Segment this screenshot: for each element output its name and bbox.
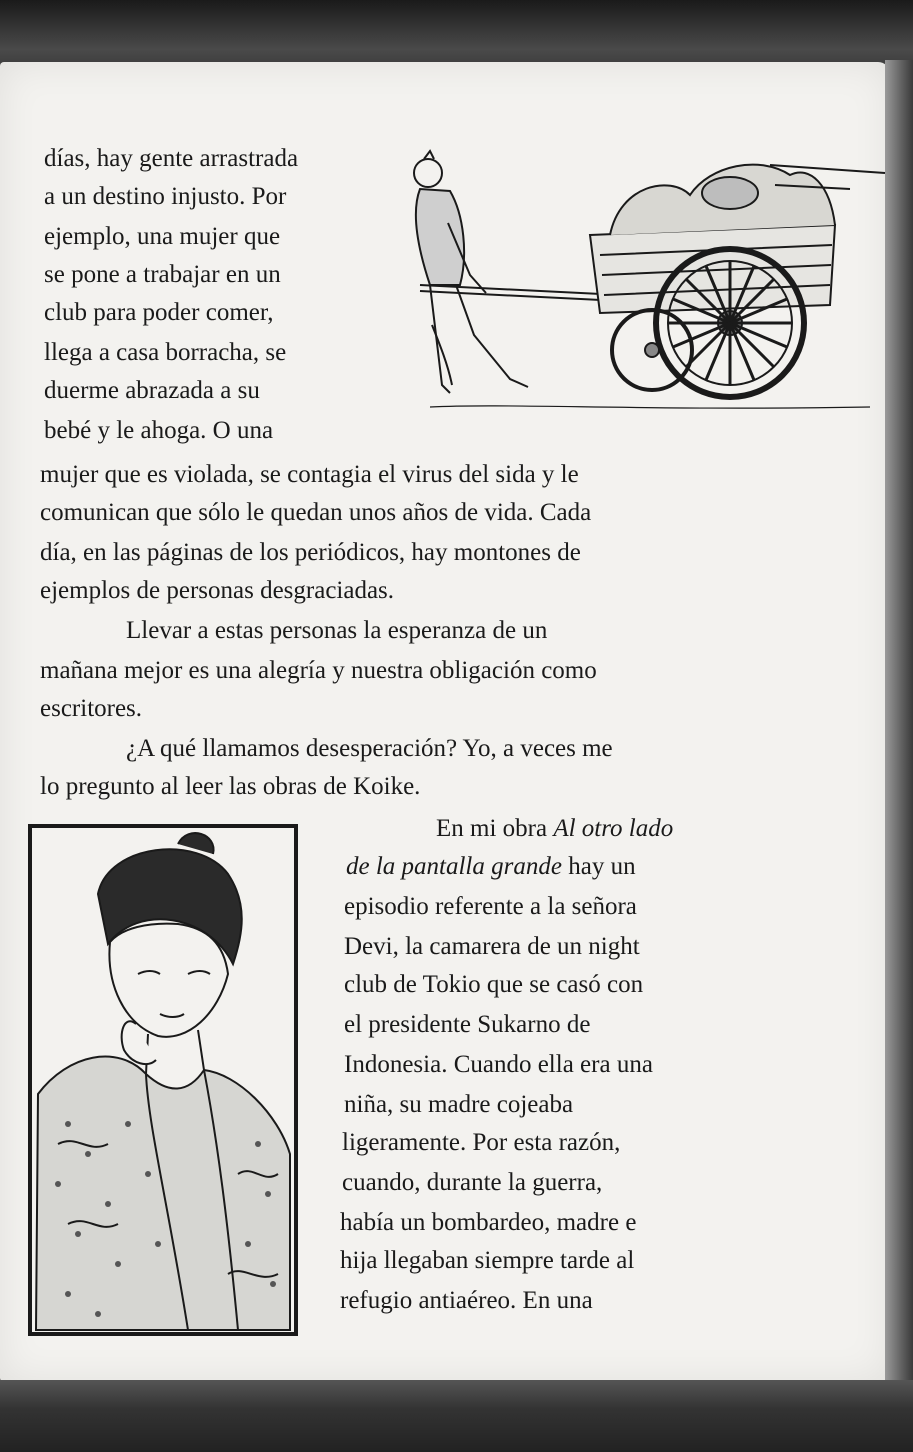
text-line: Indonesia. Cuando ella era una [344,1051,653,1078]
text-line: escritores. [40,695,143,722]
text-line: mujer que es violada, se contagia el virus del sida y le [40,461,579,488]
text-line: llega a casa borracha, se [44,339,287,366]
text-line: hija llegaban siempre tarde al [340,1247,635,1274]
text-line: de la pantalla grande hay un [346,853,636,880]
text-line: refugio antiaéreo. En una [340,1287,593,1314]
text-line: lo pregunto al leer las obras de Koike. [40,773,421,800]
text-line: Llevar a estas personas la esperanza de un [126,617,548,644]
bottom-shadow [0,1380,913,1452]
text-line: cuando, durante la guerra, [342,1169,603,1196]
text-line: bebé y le ahoga. O una [44,417,274,444]
text-line: se pone a trabajar en un [44,261,281,288]
woman-portrait-illustration [28,824,298,1336]
text-line: comunican que sólo le quedan unos años de vida. Cada [40,499,592,526]
text-line: duerme abrazada a su [44,377,260,404]
text-line: Devi, la camarera de un night [344,933,640,960]
text-line: mañana mejor es una alegría y nuestra obligación como [40,657,597,684]
text-line: En mi obra Al otro lado [436,815,674,842]
text-line: episodio referente a la señora [344,893,637,920]
text-line: a un destino injusto. Por [44,183,287,210]
text-line: el presidente Sukarno de [344,1011,591,1038]
text-line: días, hay gente arrastrada [44,145,299,172]
cart-illustration [390,145,890,435]
text-line: ejemplo, una mujer que [44,223,281,250]
text-line: club de Tokio que se casó con [344,971,644,998]
text-line: día, en las páginas de los periódicos, hay montones de [40,539,581,566]
text-line: niña, su madre cojeaba [344,1091,574,1118]
text-line: club para poder comer, [44,299,274,326]
text-line: ¿A qué llamamos desesperación? Yo, a veces me [126,735,613,762]
text-line: había un bombardeo, madre e [340,1209,637,1236]
text-line: ejemplos de personas desgraciadas. [40,577,395,604]
text-line: ligeramente. Por esta razón, [342,1129,621,1156]
